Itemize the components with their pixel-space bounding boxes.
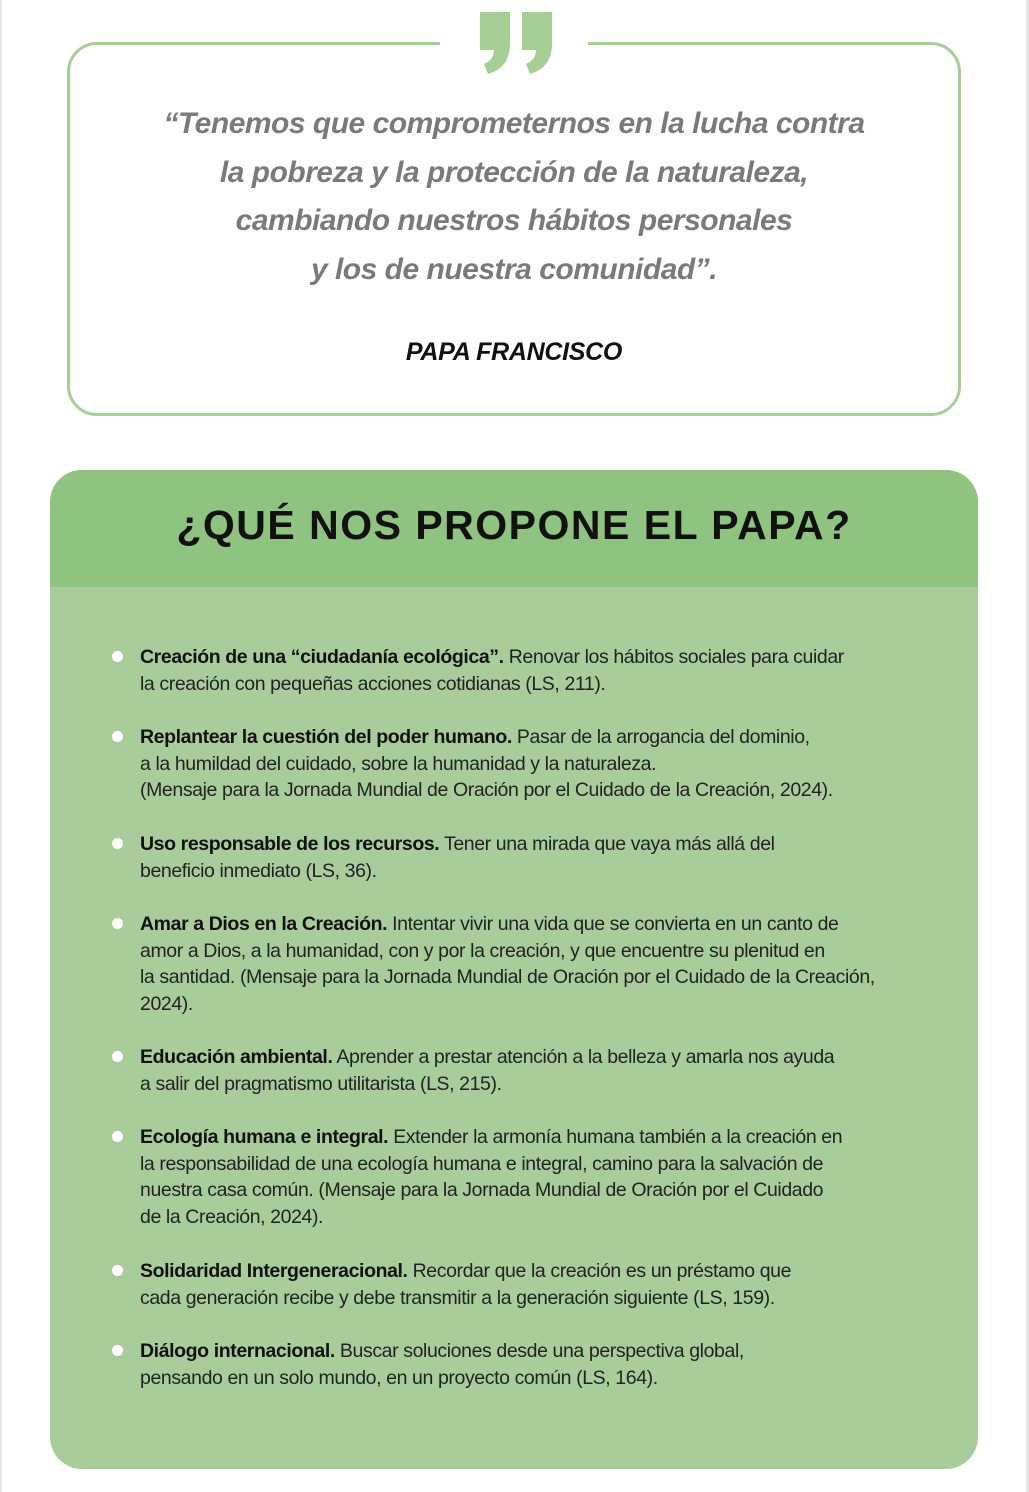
list-item-text [140,1124,940,1230]
list-item-line: a salir del pragmatismo utilitarista (LS, 215). [140,1072,502,1095]
list-item-text [140,644,940,697]
bullet-icon [112,1265,123,1276]
page-edge-left [0,0,2,1492]
list-item-text [140,1338,940,1391]
bullet-icon [112,1051,123,1062]
list-item-text [140,831,940,884]
list-item-text [140,1044,940,1097]
list-item-line: Extender la armonía humana también a la creación en [388,1126,843,1148]
list-item-line: Pasar de la arrogancia del dominio, [511,726,810,748]
list-item-line: la responsabilidad de una ecología humana e integral, camino para la salvación de [140,1152,824,1175]
bullet-icon [112,651,123,662]
quote-mark-icon [440,0,588,84]
list-item [140,1338,940,1391]
list-item [140,1044,940,1097]
list-item-heading: Diálogo internacional. [140,1340,335,1362]
list-item-line: Renovar los hábitos sociales para cuidar [503,646,844,668]
quote-line: cambiando nuestros hábitos personales [235,204,793,237]
list-item-line: a la humildad del cuidado, sobre la humanidad y la naturaleza. [140,752,657,775]
list-item-heading: Educación ambiental. [140,1046,333,1068]
bullet-icon [112,731,123,742]
bullet-icon [112,1345,123,1356]
list-item-heading: Creación de una “ciudadanía ecológica”. [140,646,504,668]
list-item-line: cada generación recibe y debe transmitir a la generación siguiente (LS, 159). [140,1286,775,1309]
list-item [140,831,940,884]
list-item-line: beneficio inmediato (LS, 36). [140,859,377,882]
list-item [140,724,940,804]
list-item-line: Buscar soluciones desde una perspectiva global, [334,1340,744,1362]
list-item-line: 2024). [140,992,193,1015]
panel-title: ¿QUÉ NOS PROPONE EL PAPA? [176,502,852,548]
list-item-line: de la Creación, 2024). [140,1205,324,1228]
quote-line: la pobreza y la protección de la naturaleza, [219,155,809,189]
list-item [140,911,940,1017]
list-item-text [140,724,940,804]
list-item-heading: Solidaridad Intergeneracional. [140,1260,408,1282]
proposals-panel [50,470,978,1469]
list-item-line: la creación con pequeñas acciones cotidianas (LS, 211). [140,672,606,695]
list-item-line: nuestra casa común. (Mensaje para la Jornada Mundial de Oración por el Cuidado [140,1179,824,1202]
quote-author: PAPA FRANCISCO [405,338,623,366]
list-item-heading: Ecología humana e integral. [140,1126,389,1148]
list-item-line: Intentar vivir una vida que se convierta en un canto de [387,913,839,935]
list-item [140,1258,940,1311]
list-item-line: Tener una mirada que vaya más allá del [439,833,775,855]
proposals-list [50,470,978,1469]
list-item-line: amor a Dios, a la humanidad, con y por la creación, y que encuentre su plenitud en [140,939,825,962]
list-item [140,644,940,697]
list-item-heading: Replantear la cuestión del poder humano. [140,726,512,748]
quote-line: y los de nuestra comunidad”. [310,252,718,286]
bullet-icon [112,918,123,929]
quote-text [67,100,961,294]
list-item-line: (Mensaje para la Jornada Mundial de Oración por el Cuidado de la Creación, 2024). [140,779,833,802]
list-item [140,1124,940,1230]
list-item-line: Recordar que la creación es un préstamo que [407,1260,792,1282]
list-item-heading: Amar a Dios en la Creación. [140,913,388,935]
bullet-icon [112,1131,123,1142]
list-item-text [140,1258,940,1311]
list-item-line: la santidad. (Mensaje para la Jornada Mundial de Oración por el Cuidado de la Creación, [140,966,875,989]
list-item-heading: Uso responsable de los recursos. [140,833,440,855]
list-item-text [140,911,940,1017]
quote-line: “Tenemos que comprometernos en la lucha contra [163,107,865,140]
list-item-line: Aprender a prestar atención a la belleza y amarla nos ayuda [332,1046,835,1068]
bullet-icon [112,838,123,849]
list-item-line: pensando en un solo mundo, en un proyecto común (LS, 164). [140,1366,658,1389]
